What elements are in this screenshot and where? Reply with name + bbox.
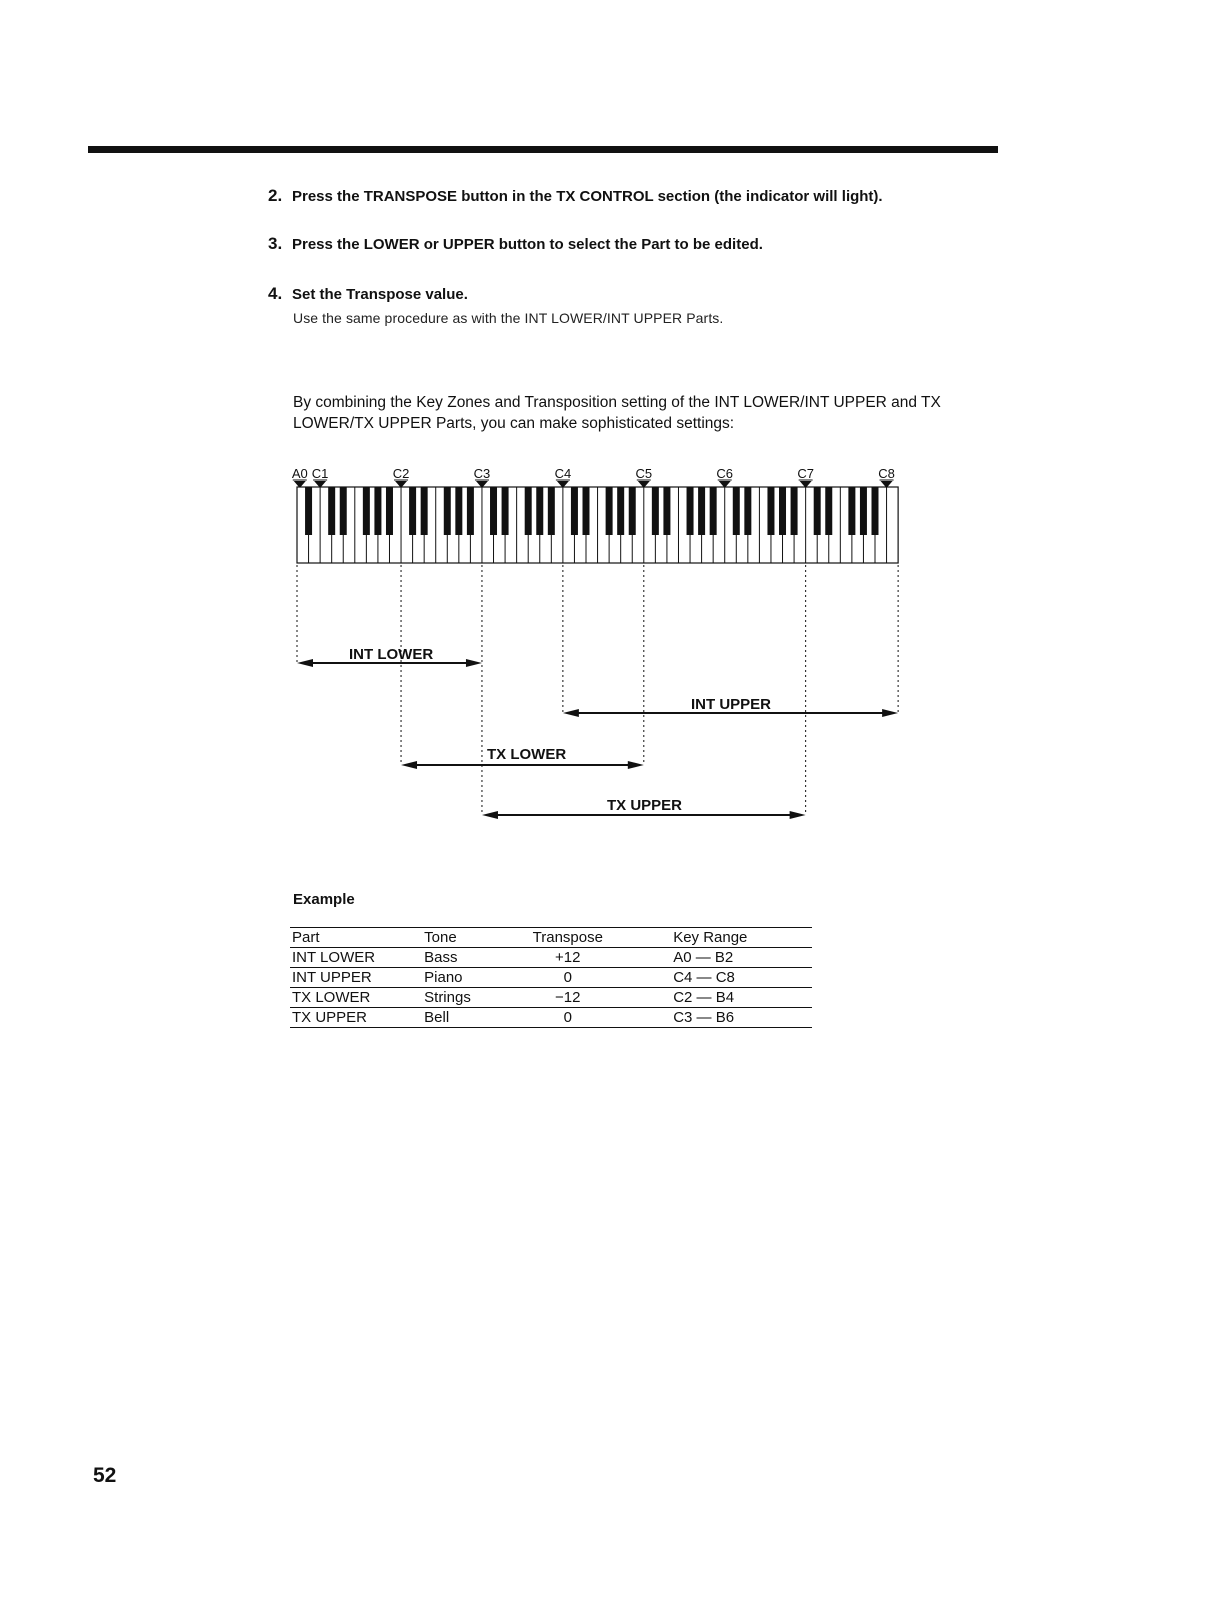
cell-part: INT UPPER: [290, 968, 422, 988]
black-key: [363, 487, 370, 535]
cell-tone: Strings: [422, 988, 514, 1008]
table-row: [290, 968, 812, 988]
black-key: [571, 487, 578, 535]
cell-key-range: C4 — C8: [621, 968, 812, 988]
zone-label: INT LOWER: [349, 646, 434, 663]
example-label: Example: [293, 891, 355, 908]
page-number: 52: [93, 1464, 117, 1487]
header-transpose: Transpose: [514, 928, 621, 948]
black-key: [386, 487, 393, 535]
step-number: 4.: [268, 284, 283, 303]
cell-tone: Piano: [422, 968, 514, 988]
zone-label: TX UPPER: [607, 797, 683, 814]
black-key: [536, 487, 543, 535]
key-label: C4: [554, 466, 572, 481]
cell-part: TX LOWER: [290, 988, 422, 1008]
arrow-right-icon: [882, 709, 898, 717]
arrow-right-icon: [466, 659, 482, 667]
example-table: [290, 927, 812, 1028]
header-tone: Tone: [422, 928, 514, 948]
black-key: [744, 487, 751, 535]
step-4-description: Use the same procedure as with the INT LOWER/INT UPPER Parts.: [293, 310, 724, 326]
arrow-left-icon: [401, 761, 417, 769]
cell-transpose: −12: [514, 988, 621, 1008]
key-label: C3: [473, 466, 491, 481]
black-key: [814, 487, 821, 535]
black-key: [779, 487, 786, 535]
cell-part: TX UPPER: [290, 1008, 422, 1028]
cell-transpose: 0: [514, 968, 621, 988]
black-key: [409, 487, 416, 535]
black-key: [606, 487, 613, 535]
black-key: [617, 487, 624, 535]
key-label: C7: [797, 466, 814, 481]
cell-key-range: C2 — B4: [621, 988, 812, 1008]
black-key: [687, 487, 694, 535]
black-key: [710, 487, 717, 535]
cell-transpose: 0: [514, 1008, 621, 1028]
cell-key-range: A0 — B2: [621, 948, 812, 968]
key-label: C6: [716, 466, 734, 481]
step-number: 3.: [268, 234, 283, 253]
table-header-row: [290, 928, 812, 948]
key-label: C8: [878, 466, 895, 481]
cell-transpose: +12: [514, 948, 621, 968]
black-key: [455, 487, 462, 535]
arrow-right-icon: [790, 811, 806, 819]
cell-tone: Bass: [422, 948, 514, 968]
step-text: Set the Transpose value.: [292, 286, 468, 303]
black-key: [467, 487, 474, 535]
header-key-range: Key Range: [621, 928, 812, 948]
black-key: [848, 487, 855, 535]
intro-paragraph: By combining the Key Zones and Transposition setting of the INT LOWER/INT UPPER and TX LOWER/TX UPPER Parts, you can make sophisticated settings:: [293, 394, 941, 432]
key-label: C2: [392, 466, 410, 481]
step-number: 2.: [268, 186, 283, 205]
zone-label: TX LOWER: [487, 746, 567, 763]
arrow-left-icon: [563, 709, 579, 717]
step-text: Press the TRANSPOSE button in the TX CONTROL section (the indicator will light).: [292, 188, 883, 205]
black-key: [374, 487, 381, 535]
black-key: [652, 487, 659, 535]
arrow-right-icon: [628, 761, 644, 769]
black-key: [421, 487, 428, 535]
header-part: Part: [290, 928, 422, 948]
black-key: [733, 487, 740, 535]
table-row: [290, 1008, 812, 1028]
black-key: [629, 487, 636, 535]
black-key: [548, 487, 555, 535]
black-key: [791, 487, 798, 535]
black-key: [490, 487, 497, 535]
table-row: [290, 948, 812, 968]
arrow-left-icon: [297, 659, 313, 667]
black-key: [502, 487, 509, 535]
black-key: [340, 487, 347, 535]
table-row: [290, 988, 812, 1008]
key-label: A0: [291, 466, 308, 481]
cell-key-range: C3 — B6: [621, 1008, 812, 1028]
black-key: [860, 487, 867, 535]
black-key: [663, 487, 670, 535]
key-label: C1: [311, 466, 329, 481]
black-key: [583, 487, 590, 535]
step-text: Press the LOWER or UPPER button to select the Part to be edited.: [292, 236, 763, 253]
black-key: [328, 487, 335, 535]
black-key: [444, 487, 451, 535]
arrow-left-icon: [482, 811, 498, 819]
black-key: [767, 487, 774, 535]
key-label: C5: [635, 466, 653, 481]
zone-label: INT UPPER: [691, 696, 772, 713]
black-key: [825, 487, 832, 535]
black-key: [525, 487, 532, 535]
black-key: [698, 487, 705, 535]
cell-part: INT LOWER: [290, 948, 422, 968]
black-key: [305, 487, 312, 535]
black-key: [872, 487, 879, 535]
cell-tone: Bell: [422, 1008, 514, 1028]
